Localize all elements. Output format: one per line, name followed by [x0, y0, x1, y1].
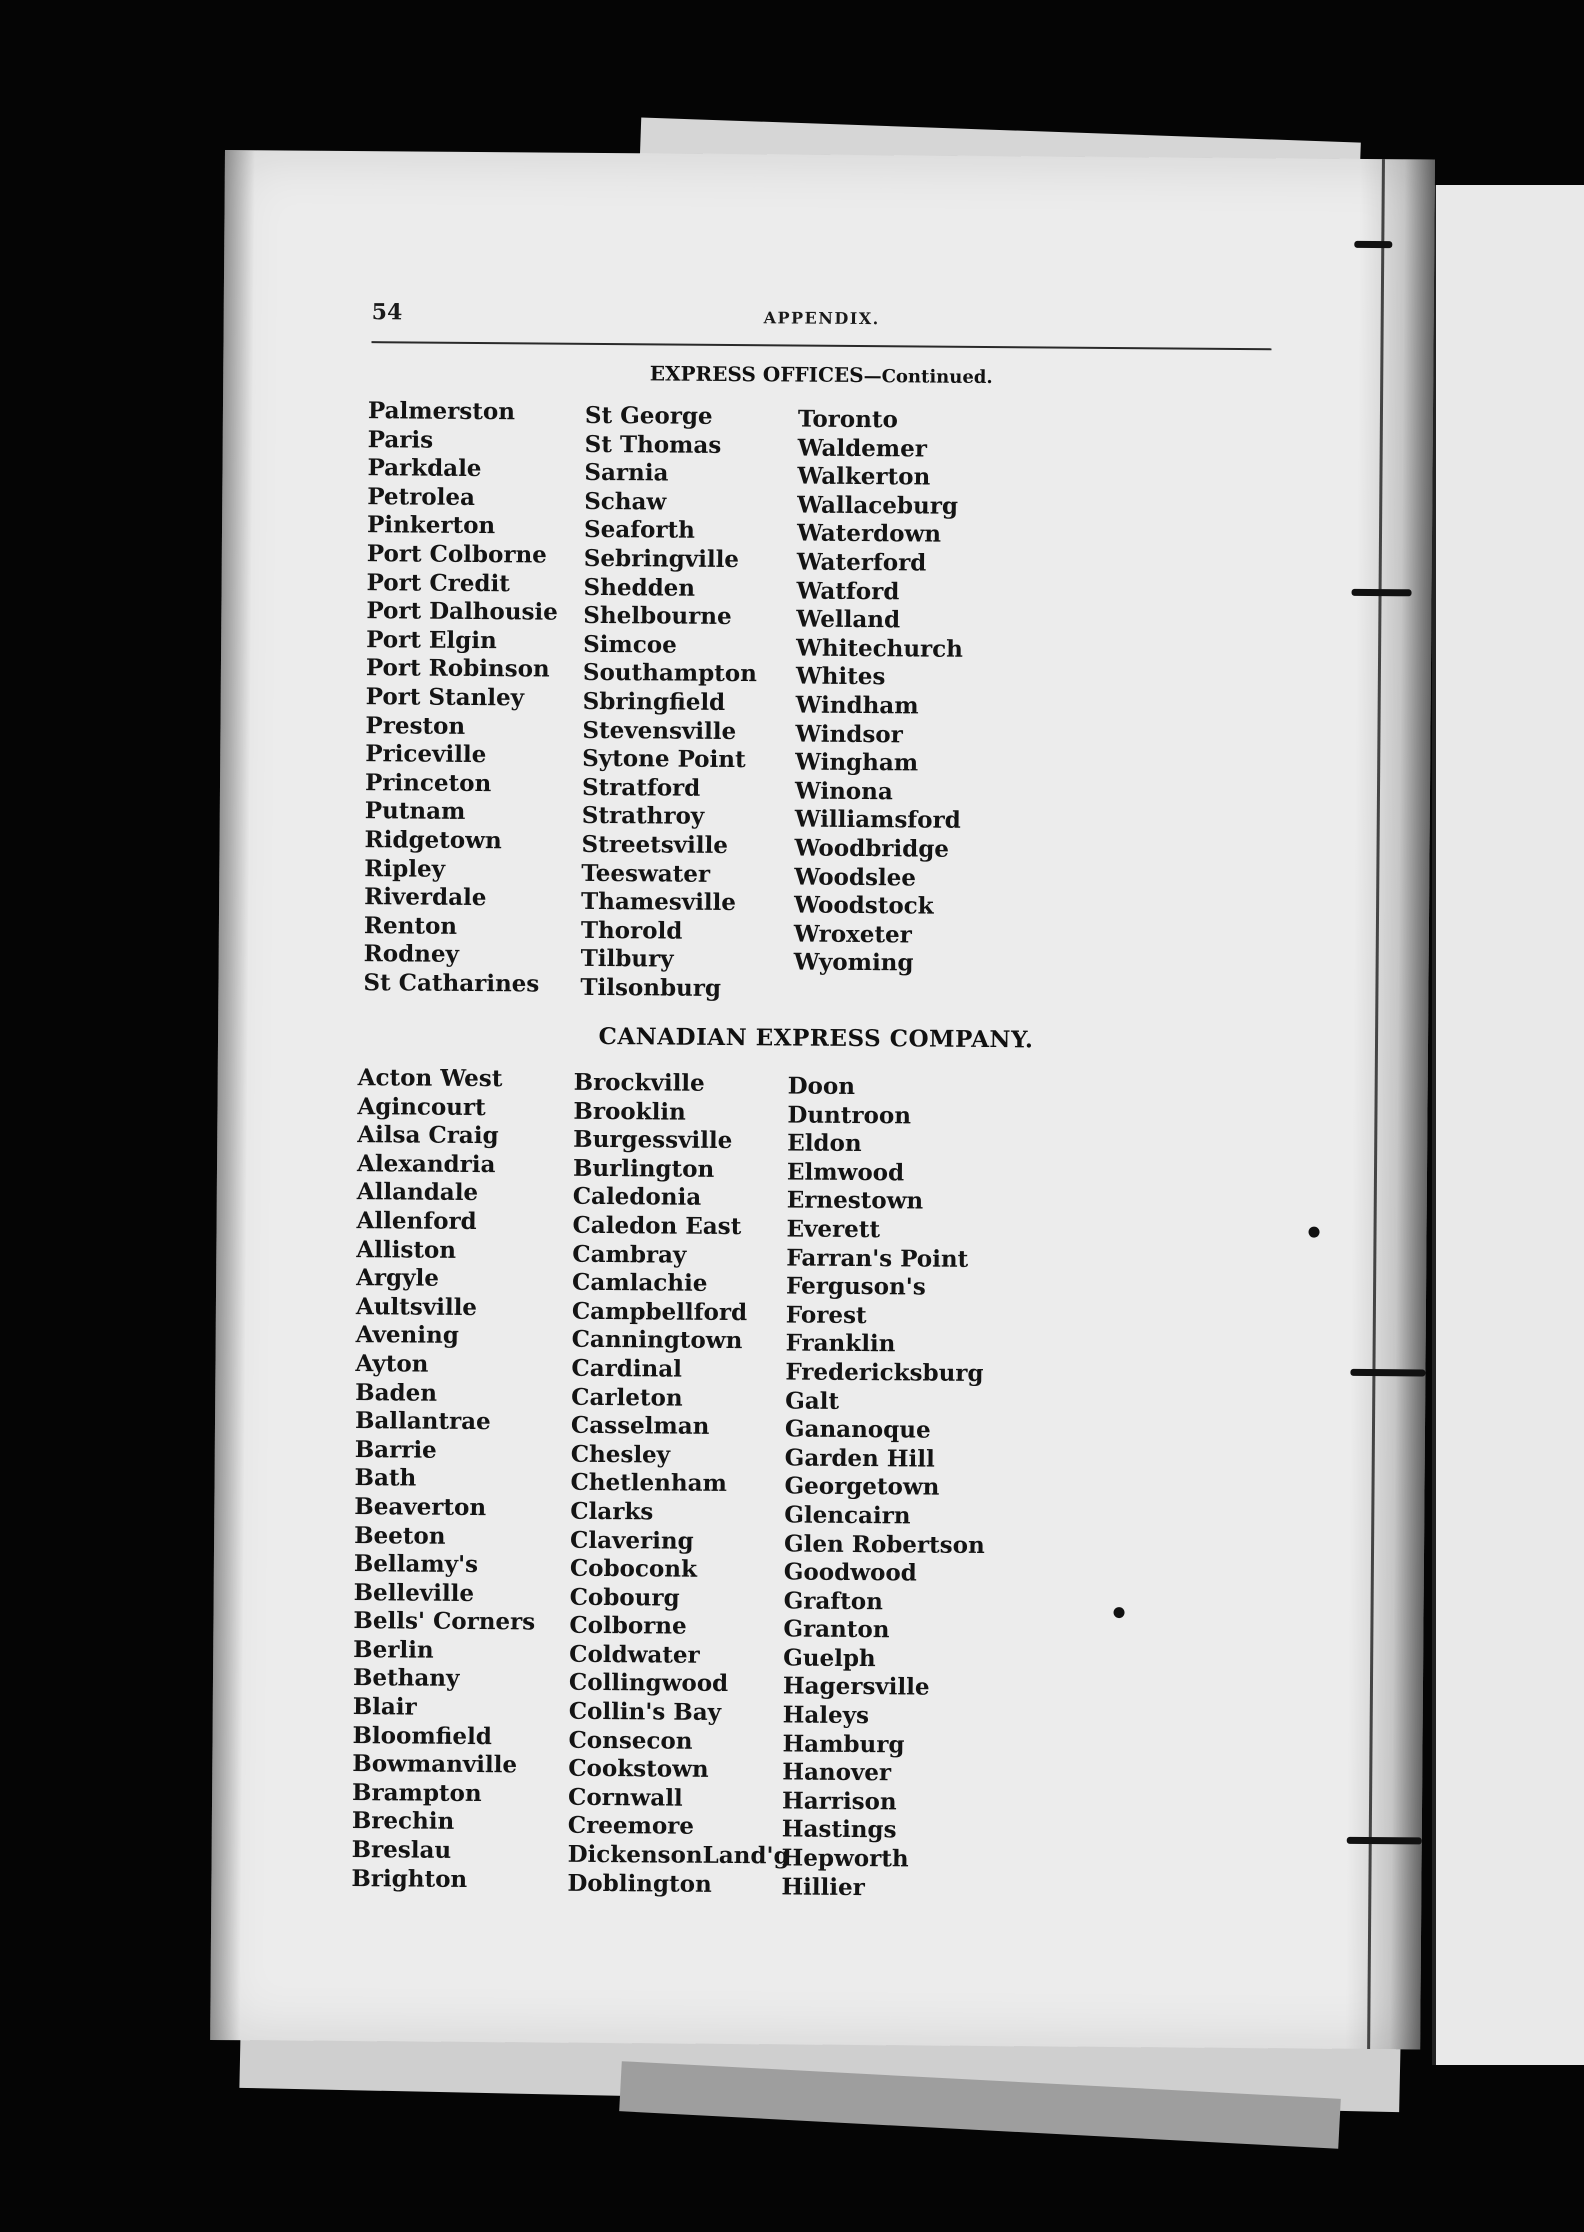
place-name-entry: Glen Robertson: [783, 1529, 985, 1559]
express-offices-column-3: [794, 406, 1098, 980]
place-name-entry: Blair: [352, 1693, 417, 1721]
page-left-shadow: [210, 150, 255, 2040]
place-name-entry: Canningtown: [571, 1326, 743, 1355]
place-name-entry: Doblington: [567, 1869, 712, 1898]
place-name-entry: Haleys: [782, 1701, 870, 1730]
place-name-entry: Garden Hill: [784, 1444, 935, 1473]
place-name-entry: Burlington: [572, 1154, 715, 1183]
place-name-entry: Goodwood: [783, 1558, 917, 1587]
place-name-entry: Collingwood: [568, 1669, 729, 1698]
place-name-entry: Alliston: [356, 1235, 457, 1264]
place-name-entry: Beeton: [354, 1521, 446, 1550]
place-name-entry: Wingham: [795, 748, 919, 777]
place-name-entry: Alexandria: [356, 1149, 496, 1178]
facing-page-edge: [1432, 185, 1584, 2065]
place-name-entry: Woodstock: [793, 891, 934, 920]
place-name-entry: Cambray: [572, 1240, 687, 1269]
place-name-entry: Princeton: [364, 768, 492, 797]
canadian-express-column-3: [781, 1072, 1088, 1904]
place-name-entry: Tilbury: [580, 945, 674, 973]
place-name-entry: Sarnia: [584, 459, 669, 487]
document-page: [210, 150, 1435, 2049]
ink-spot: [1308, 1227, 1319, 1238]
place-name-entry: Streetsville: [581, 830, 729, 859]
place-name-entry: Brockville: [573, 1068, 705, 1097]
place-name-entry: Cookstown: [568, 1754, 709, 1784]
place-name-entry: Shedden: [583, 573, 696, 602]
place-name-entry: Bloomfield: [352, 1721, 493, 1750]
place-name-entry: Toronto: [797, 405, 898, 434]
place-name-entry: Wyoming: [793, 948, 914, 977]
place-name-entry: Caledonia: [572, 1183, 702, 1212]
place-name-entry: Brooklin: [573, 1097, 686, 1126]
place-name-entry: St George: [584, 401, 713, 430]
place-name-entry: Port Credit: [366, 568, 510, 597]
binding-stitch: [1354, 241, 1392, 248]
place-name-entry: Wroxeter: [793, 920, 912, 949]
place-name-entry: Woodbridge: [794, 834, 950, 863]
place-name-entry: Simcoe: [583, 630, 677, 659]
place-name-entry: Parkdale: [367, 454, 482, 483]
place-name-entry: Guelph: [783, 1644, 876, 1673]
place-name-entry: Bath: [354, 1464, 417, 1492]
place-name-entry: Hanover: [782, 1758, 892, 1787]
place-name-entry: Allandale: [356, 1178, 479, 1207]
place-name-entry: Chetlenham: [570, 1469, 727, 1498]
place-name-entry: Collin's Bay: [568, 1697, 722, 1727]
place-name-entry: Southampton: [582, 659, 758, 688]
place-name-entry: Burgessville: [573, 1125, 733, 1155]
place-name-entry: Elmwood: [786, 1158, 905, 1187]
place-name-entry: Eldon: [787, 1129, 862, 1158]
place-name-entry: Argyle: [356, 1264, 440, 1292]
place-name-entry: Wallaceburg: [797, 491, 959, 520]
place-name-entry: Doon: [787, 1072, 856, 1100]
place-name-entry: Port Colborne: [366, 540, 547, 569]
place-name-entry: Fredericksburg: [785, 1358, 984, 1387]
place-name-entry: Stratford: [581, 773, 701, 802]
place-name-entry: Paris: [367, 425, 434, 454]
place-name-entry: Hagersville: [782, 1672, 930, 1702]
place-name-entry: Cobourg: [569, 1583, 680, 1612]
place-name-entry: Allenford: [356, 1207, 477, 1235]
place-name-entry: Tilsonburg: [580, 973, 722, 1002]
place-name-entry: Berlin: [353, 1635, 434, 1664]
place-name-entry: Colborne: [569, 1612, 687, 1640]
page-number: 54: [371, 299, 403, 326]
place-name-entry: Pinkerton: [366, 511, 496, 540]
place-name-entry: Coboconk: [569, 1554, 698, 1583]
place-name-entry: Clavering: [569, 1526, 694, 1555]
place-name-entry: Gananoque: [784, 1415, 931, 1444]
place-name-entry: Strathroy: [581, 802, 705, 831]
place-name-entry: Brampton: [351, 1778, 482, 1807]
place-name-entry: Whitechurch: [796, 634, 964, 663]
place-name-entry: Hastings: [781, 1815, 897, 1844]
place-name-entry: Windham: [795, 691, 919, 720]
section-title-text: EXPRESS OFFICES: [649, 361, 864, 388]
place-name-entry: Shelbourne: [583, 601, 732, 631]
place-name-entry: Port Stanley: [365, 683, 525, 712]
place-name-entry: Duntroon: [787, 1101, 912, 1130]
place-name-entry: Renton: [363, 911, 458, 940]
place-name-entry: Acton West: [357, 1064, 503, 1093]
place-name-entry: Bells' Corners: [353, 1607, 536, 1636]
place-name-entry: Riverdale: [364, 883, 487, 912]
place-name-entry: Forest: [785, 1301, 867, 1329]
place-name-entry: Agincourt: [357, 1092, 486, 1121]
place-name-entry: Woodslee: [794, 862, 917, 891]
binding-stitch: [1352, 589, 1412, 596]
place-name-entry: Grafton: [783, 1587, 883, 1615]
place-name-entry: Franklin: [785, 1329, 896, 1358]
place-name-entry: Rodney: [363, 940, 460, 969]
place-name-entry: Bellamy's: [353, 1550, 479, 1579]
place-name-entry: Schaw: [584, 487, 667, 516]
place-name-entry: Port Elgin: [366, 625, 497, 654]
place-name-entry: Seaforth: [583, 516, 695, 545]
place-name-entry: Petrolea: [367, 482, 476, 511]
place-name-entry: Avening: [355, 1321, 459, 1350]
place-name-entry: Hillier: [781, 1873, 865, 1901]
place-name-entry: Breslau: [351, 1836, 452, 1864]
place-name-entry: Caledon East: [572, 1211, 742, 1241]
place-name-entry: Palmerston: [367, 397, 516, 426]
binding-stitch: [1347, 1837, 1422, 1845]
place-name-entry: Waldemer: [797, 434, 928, 463]
place-name-entry: Bethany: [352, 1664, 460, 1693]
place-name-entry: Cornwall: [567, 1783, 683, 1812]
place-name-entry: Bowmanville: [352, 1750, 518, 1779]
place-name-entry: Teeswater: [581, 859, 711, 888]
place-name-entry: Galt: [785, 1386, 840, 1415]
running-title: APPENDIX.: [763, 308, 880, 329]
place-name-entry: Brechin: [351, 1807, 455, 1836]
place-name-entry: Hamburg: [782, 1730, 905, 1759]
place-name-entry: Georgetown: [784, 1472, 940, 1501]
place-name-entry: Port Robinson: [365, 654, 550, 683]
place-name-entry: Waterford: [796, 548, 927, 577]
place-name-entry: Thamesville: [581, 887, 737, 917]
place-name-entry: Winona: [794, 777, 893, 805]
place-name-entry: Preston: [365, 711, 466, 740]
place-name-entry: Ernestown: [786, 1186, 924, 1215]
place-name-entry: Stevensville: [582, 716, 737, 745]
place-name-entry: Clarks: [570, 1497, 654, 1526]
place-name-entry: Casselman: [570, 1411, 710, 1440]
page-header: [372, 299, 1272, 346]
place-name-entry: Brighton: [351, 1864, 468, 1893]
place-name-entry: Putnam: [364, 797, 466, 826]
place-name-entry: Ailsa Craig: [357, 1121, 499, 1150]
place-name-entry: Beaverton: [354, 1492, 487, 1521]
binding-gutter-shadow: [1345, 159, 1435, 2050]
place-name-entry: Creemore: [567, 1812, 695, 1841]
place-name-entry: Watford: [796, 577, 900, 605]
place-name-entry: Ridgetown: [364, 826, 502, 855]
ink-spot: [1113, 1607, 1124, 1618]
place-name-entry: Windsor: [795, 720, 903, 748]
place-name-entry: Thorold: [580, 916, 683, 945]
place-name-entry: Camlachie: [572, 1268, 708, 1297]
place-name-entry: Welland: [796, 605, 901, 634]
place-name-entry: Sytone Point: [582, 744, 746, 774]
place-name-entry: Harrison: [781, 1787, 897, 1816]
place-name-entry: Sebringville: [583, 544, 740, 574]
binding-stitch: [1350, 1369, 1425, 1377]
place-name-entry: Farran's Point: [786, 1244, 969, 1273]
place-name-entry: Aultsville: [355, 1292, 478, 1321]
place-name-entry: Port Dalhousie: [366, 597, 558, 626]
place-name-entry: Ferguson's: [785, 1272, 926, 1301]
place-name-entry: Ripley: [364, 854, 446, 883]
place-name-entry: Ballantrae: [354, 1407, 491, 1436]
section-title-express-offices: [371, 359, 1271, 390]
place-name-entry: Chesley: [570, 1440, 671, 1469]
section-title-continued: —Continued.: [863, 366, 993, 389]
place-name-entry: Hepworth: [781, 1844, 909, 1873]
place-name-entry: Sbringfield: [582, 687, 726, 716]
place-name-entry: Ayton: [355, 1350, 429, 1378]
place-name-entry: Williamsford: [794, 805, 961, 835]
place-name-entry: Baden: [355, 1378, 438, 1407]
place-name-entry: Campbellford: [571, 1297, 748, 1326]
place-name-entry: Everett: [786, 1215, 881, 1244]
place-name-entry: Whites: [795, 662, 886, 691]
place-name-entry: Barrie: [354, 1435, 437, 1464]
place-name-entry: St Catharines: [363, 968, 540, 998]
section-title-canadian-express: CANADIAN EXPRESS COMPANY.: [598, 1022, 1034, 1054]
place-name-entry: Belleville: [353, 1578, 475, 1607]
place-name-entry: Waterdown: [796, 519, 942, 549]
place-name-entry: Consecon: [568, 1726, 693, 1755]
place-name-entry: Cardinal: [571, 1354, 683, 1383]
place-name-entry: Coldwater: [569, 1640, 700, 1669]
place-name-entry: Walkerton: [797, 462, 931, 491]
place-name-entry: Carleton: [571, 1383, 683, 1412]
place-name-entry: Granton: [783, 1615, 890, 1644]
place-name-entry: St Thomas: [584, 430, 722, 459]
place-name-entry: Priceville: [365, 740, 487, 769]
place-name-entry: Glencairn: [784, 1501, 911, 1530]
place-name-entry: DickensonLand'g: [567, 1840, 790, 1870]
